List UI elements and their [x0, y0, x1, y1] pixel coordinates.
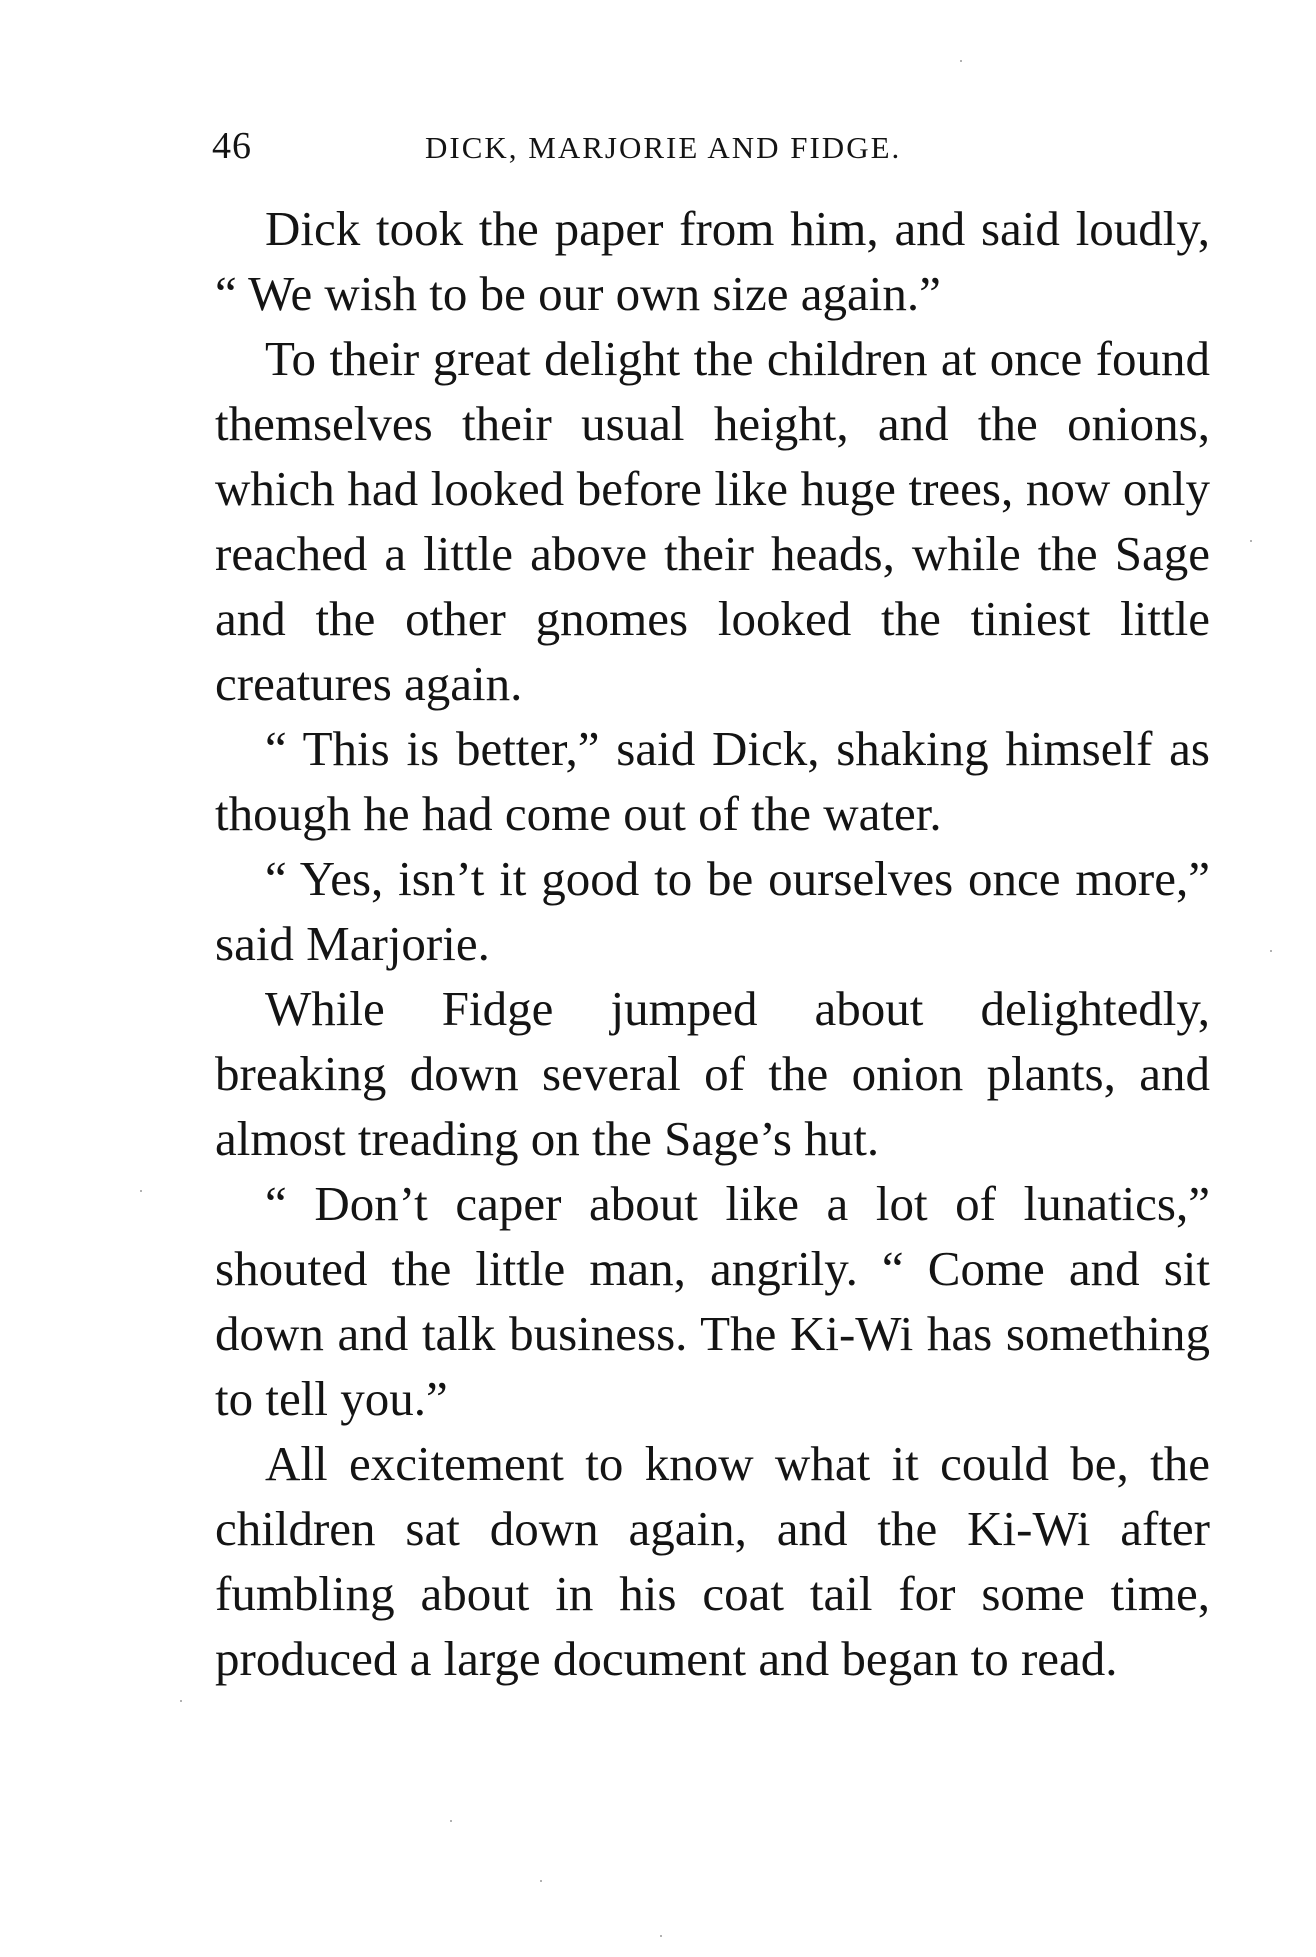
paper-speck [540, 1880, 542, 1882]
page-header [212, 124, 1212, 174]
body-text [215, 196, 1210, 1691]
running-head: DICK, MARJORIE AND FIDGE. [425, 130, 902, 165]
paragraph: Dick took the paper from him, and said loudly, “ We wish to be our own size again.” [215, 201, 1210, 321]
paper-speck [140, 1190, 142, 1192]
paper-speck [1250, 540, 1252, 542]
paper-speck [450, 1820, 452, 1822]
paragraph: “ Don’t caper about like a lot of lunatics,” shouted the little man, angrily. “ Come and sit down and talk business. The Ki-Wi has something to tell you.” [215, 1176, 1210, 1426]
paper-speck [180, 1700, 182, 1702]
paragraph: All excitement to know what it could be, the children sat down again, and the Ki-Wi after fumbling about in his coat tail for some time, produced a large document and began to read. [215, 1436, 1210, 1686]
paper-speck [660, 1935, 662, 1937]
paper-speck [960, 60, 962, 62]
paragraph: “ This is better,” said Dick, shaking himself as though he had come out of the water. [215, 721, 1210, 841]
paper-speck [1270, 950, 1272, 952]
paragraph: “ Yes, isn’t it good to be ourselves once more,” said Marjorie. [215, 851, 1210, 971]
paragraph: To their great delight the children at once found themselves their usual height, and the onions, which had looked before like huge trees, now only reached a little above their heads, while the Sage and the other gnomes looked the tiniest little creatures again. [215, 331, 1210, 711]
paragraph: While Fidge jumped about delightedly, breaking down several of the onion plants, and almost treading on the Sage’s hut. [215, 981, 1210, 1166]
page-number: 46 [212, 125, 252, 167]
